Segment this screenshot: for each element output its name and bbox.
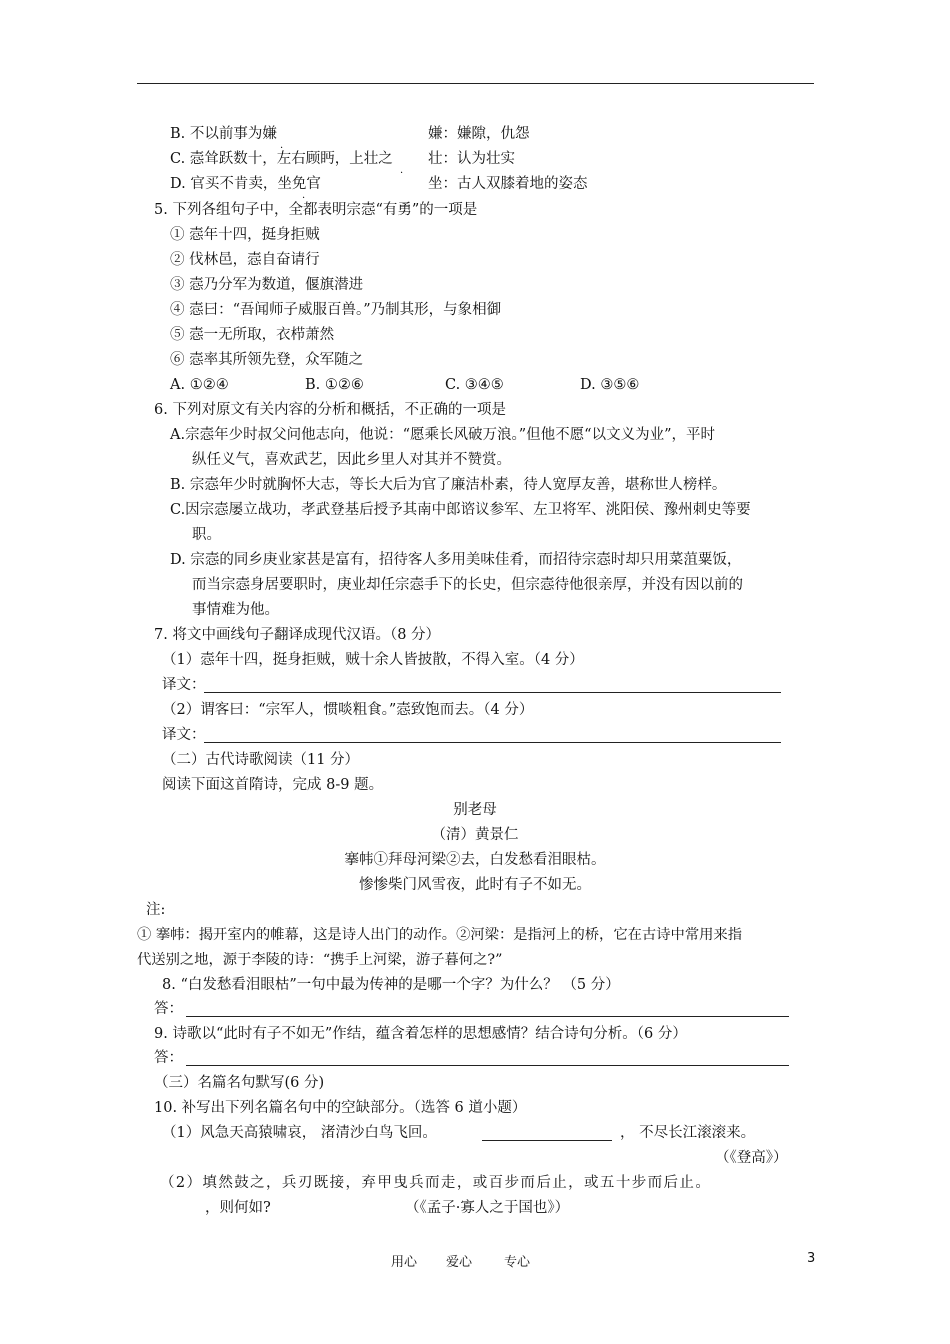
poem-line-2: 惨惨柴门风雪夜，此时有子不如无。 [359,877,591,893]
q5-choice-c: C. ③④⑤ [445,377,504,393]
q10-s1-after: ， 不尽长江滚滚来。 [620,1125,756,1141]
notes-line-2: 代送别之地，源于李陵的诗：“携手上河梁，游子暮何之?” [137,952,503,968]
q5-item: ⑥ 悫率其所领先登，众军随之 [170,352,364,368]
q9-answer-label: 答： [154,1050,183,1066]
q6-line: 纵任义气，喜欢武艺，因此乡里人对其并不赞赏。 [192,452,511,468]
q7-answer-line-1[interactable] [204,692,781,693]
section-2-intro: 阅读下面这首隋诗，完成 8-9 题。 [162,777,384,793]
header-rule [137,83,814,84]
q6-stem: 6. 下列对原文有关内容的分析和概括，不正确的一项是 [154,402,506,418]
q5-item: ④ 悫曰：“吾闻师子威服百兽。”乃制其形，与象相御 [170,302,502,318]
footer-text-3: 专心 [504,1255,531,1270]
q6-line: A.宗悫年少时叔父问他志向，他说：“愿乘长风破万浪。”但他不愿“以文义为业”，平时 [170,427,715,443]
footer-text-2: 爱心 [446,1255,473,1270]
q5-choice-a: A. ①②④ [170,377,229,393]
q8-stem: 8. “白发愁看泪眼枯”一句中最为传神的是哪一个字？为什么？ （5 分） [162,977,620,993]
q6-line: 职。 [192,527,221,543]
q9-answer-line[interactable] [186,1065,789,1066]
q5-item: ⑤ 悫一无所取，衣栉萧然 [170,327,335,343]
q5-stem: 5. 下列各组句子中，全都表明宗悫“有勇”的一项是 [154,202,478,218]
q6-line: B. 宗悫年少时就胸怀大志，等长大后为官了廉洁朴素，待人宽厚友善，堪称世人榜样。 [170,477,727,493]
q5-item: ② 伐林邑，悫自奋请行 [170,252,320,268]
q7-answer-line-2[interactable] [204,742,781,743]
q5-item: ① 悫年十四，挺身拒贼 [170,227,320,243]
q7-stem: 7. 将文中画线句子翻译成现代汉语。（8 分） [154,627,441,643]
page-number: 3 [807,1251,816,1266]
option-c-right: 壮：认为壮实 [428,151,515,167]
q7-answer-label: 译文： [162,727,206,743]
notes-line-1: ① 搴帏：揭开室内的帷幕，这是诗人出门的动作。②河梁：是指河上的桥，它在古诗中常用来指 [137,927,743,943]
option-d-right: 坐：古人双膝着地的姿态 [428,176,588,192]
q10-stem: 10. 补写出下列名篇名句中的空缺部分。（选答 6 道小题） [154,1100,527,1116]
q6-line: 而当宗悫身居要职时，庚业却任宗悫手下的长史，但宗悫待他很亲厚，并没有因以前的 [192,577,743,593]
option-c-left: C. 悫耸跃数十，左右顾眄，上壮之 [170,151,393,167]
poem-line-1: 搴帏①拜母河梁②去，白发愁看泪眼枯。 [344,852,606,868]
option-b-right: 嫌：嫌隙，仇怨 [428,126,530,142]
poem-author: （清）黄景仁 [431,827,519,843]
q10-s2-cont: ，则何如? [205,1200,271,1216]
emphasis-dot: · [400,168,404,179]
q10-s1-blank[interactable] [482,1140,612,1141]
q10-s1-source: （《登高》） [715,1150,788,1166]
q7-sentence-2: （2）谓客曰：“宗军人，惯啖粗食。”悫致饱而去。（4 分） [162,702,534,718]
q6-line: D. 宗悫的同乡庚业家甚是富有，招待客人多用美味佳肴，而招待宗悫时却只用菜菹粟饭， [170,552,742,568]
q7-sentence-1: （1）悫年十四，挺身拒贼，贼十余人皆披散，不得入室。（4 分） [162,652,584,668]
emphasis-dot: · [280,143,284,154]
q8-answer-label: 答： [154,1001,183,1017]
footer-text-1: 用心 [391,1255,418,1270]
q5-choice-d: D. ③⑤⑥ [580,377,640,393]
q9-stem: 9. 诗歌以“此时有子不如无”作结，蕴含着怎样的思想感情？结合诗句分析。（6 分） [154,1026,687,1042]
q7-answer-label: 译文： [162,677,206,693]
emphasis-dot: · [302,193,306,204]
poem-title: 别老母 [453,802,497,818]
notes-label: 注: [146,902,166,918]
section-3-title: （三）名篇名句默写(6 分) [154,1075,325,1091]
q10-s2: （2）填然鼓之，兵刃既接，弃甲曳兵而走，或百步而后止，或五十步而后止。 [160,1175,712,1191]
q5-choice-b: B. ①②⑥ [305,377,364,393]
option-b-left: B. 不以前事为嫌 [170,126,277,142]
q5-item: ③ 悫乃分军为数道，偃旗潜进 [170,277,364,293]
q6-line: C.因宗悫屡立战功，孝武登基后授予其南中郎谘议参军、左卫将军、洮阳侯、豫州刺史等要 [170,502,751,518]
q8-answer-line[interactable] [186,1016,789,1017]
q6-line: 事情难为他。 [192,602,279,618]
q10-s2-source: （《孟子·寡人之于国也》） [405,1200,570,1216]
q10-s1-before: （1）风急天高猿啸哀， 渚清沙白鸟飞回。 [162,1125,437,1141]
section-2-title: （二）古代诗歌阅读（11 分） [162,752,360,768]
option-d-left: D. 官买不肯卖，坐免官 [170,176,321,192]
